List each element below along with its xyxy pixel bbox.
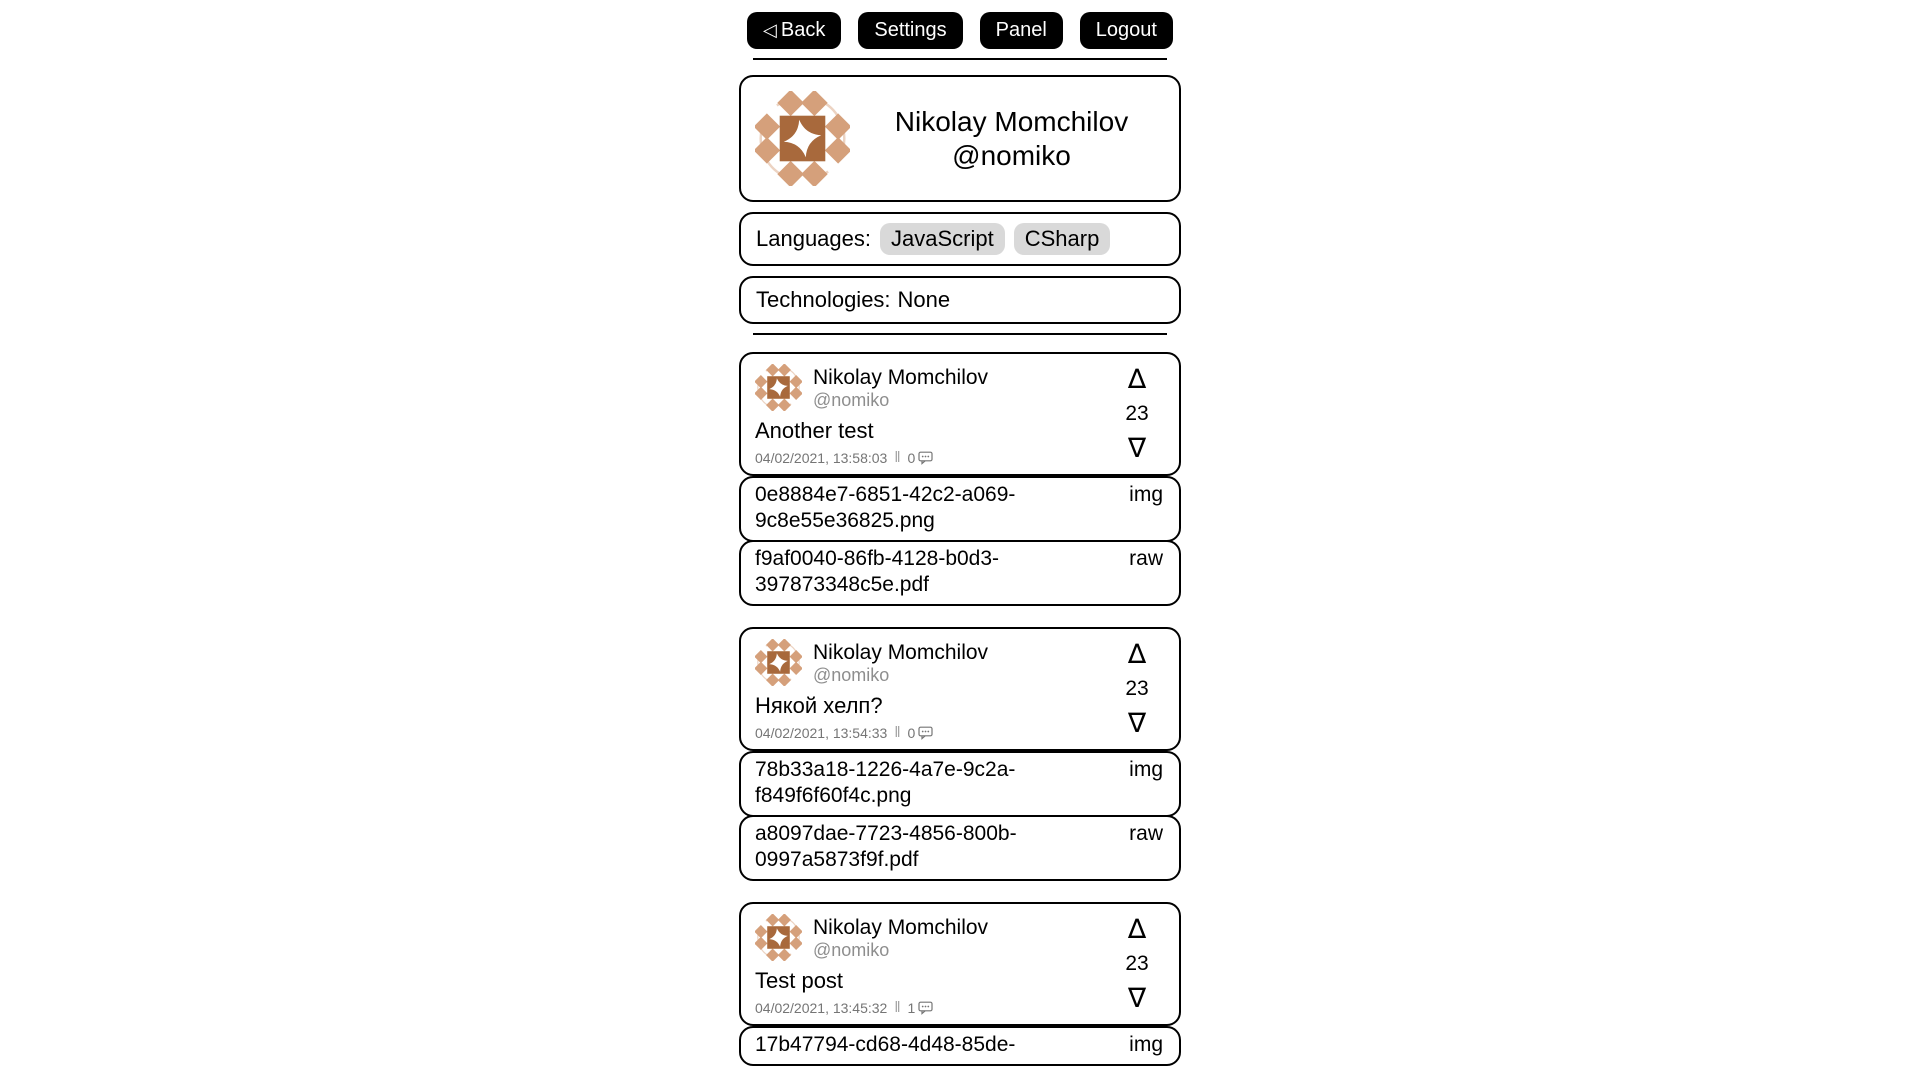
post-author — [813, 640, 988, 686]
post-author-name: Nikolay Momchilov — [813, 365, 989, 389]
post-author-name: Nikolay Momchilov — [813, 915, 989, 939]
attachment-type-label: img — [1129, 483, 1163, 506]
languages-card — [739, 212, 1181, 266]
post-header — [755, 364, 1111, 411]
attachment-type-label: raw — [1129, 547, 1163, 570]
post-meta — [755, 449, 1111, 466]
back-button-label: Back — [780, 19, 826, 41]
attachment-row[interactable] — [739, 1026, 1181, 1066]
comment-count-value: 0 — [907, 724, 916, 741]
post-author-avatar — [755, 914, 802, 961]
page — [739, 0, 1181, 1066]
divider-top — [753, 58, 1167, 60]
post-author-handle: @nomiko — [813, 664, 890, 685]
attachment-row[interactable] — [739, 751, 1181, 817]
toolbar — [739, 12, 1181, 49]
post-timestamp: 04/02/2021, 13:58:03 — [755, 449, 888, 466]
settings-button[interactable]: Settings — [858, 12, 962, 49]
post-timestamp: 04/02/2021, 13:45:32 — [755, 999, 888, 1016]
post-content — [755, 364, 1111, 466]
attachment-type-label: img — [1129, 1033, 1163, 1056]
attachment-filename: 17b47794-cd68-4d48-85de- — [755, 1033, 1016, 1056]
post-author-handle: @nomiko — [813, 389, 890, 410]
vote-count: 23 — [1125, 402, 1149, 425]
technologies-label: Technologies: — [756, 287, 891, 312]
profile-name: Nikolay Momchilov — [894, 105, 1129, 137]
post-main[interactable] — [739, 902, 1181, 1026]
languages-label: Languages: — [756, 226, 871, 251]
post-author-avatar — [755, 364, 802, 411]
back-button[interactable] — [747, 12, 841, 49]
attachments — [739, 1026, 1181, 1066]
attachment-row[interactable] — [739, 815, 1181, 881]
post-author — [813, 365, 988, 411]
divider-posts — [753, 333, 1167, 335]
post-main[interactable] — [739, 627, 1181, 751]
profile-handle: @nomiko — [952, 139, 1071, 171]
comment-count — [908, 450, 934, 466]
vote-count: 23 — [1125, 677, 1149, 700]
panel-button[interactable]: Panel — [980, 12, 1063, 49]
language-tag-javascript: JavaScript — [880, 223, 1005, 255]
upvote-button[interactable]: ∆ — [1127, 364, 1147, 395]
profile-names — [858, 105, 1165, 173]
downvote-button[interactable]: ∇ — [1127, 708, 1147, 739]
logout-button[interactable]: Logout — [1080, 12, 1173, 49]
attachments — [739, 476, 1181, 606]
attachment-filename: f9af0040-86fb-4128-b0d3-397873348c5e.pdf — [755, 547, 1000, 596]
profile-avatar — [755, 91, 850, 186]
comment-bubble-icon — [918, 725, 933, 740]
post-author-handle: @nomiko — [813, 939, 890, 960]
comment-count-value: 0 — [907, 449, 916, 466]
attachment-type-label: raw — [1129, 822, 1163, 845]
post-card — [739, 352, 1181, 606]
attachments — [739, 751, 1181, 881]
post-author-avatar — [755, 639, 802, 686]
technologies-card — [739, 276, 1181, 324]
attachment-filename: 0e8884e7-6851-42c2-a069-9c8e55e36825.png — [755, 483, 1016, 532]
post-author — [813, 915, 988, 961]
post-content — [755, 914, 1111, 1016]
post-votes — [1111, 364, 1163, 466]
post-header — [755, 639, 1111, 686]
meta-separator: ‖ — [894, 449, 901, 466]
comment-bubble-icon — [918, 450, 933, 465]
attachment-type-label: img — [1129, 758, 1163, 781]
vote-count: 23 — [1125, 952, 1149, 975]
comment-count — [908, 1000, 934, 1016]
post-timestamp: 04/02/2021, 13:54:33 — [755, 724, 888, 741]
comment-count — [908, 725, 934, 741]
posts-list — [739, 352, 1181, 1066]
post-votes — [1111, 639, 1163, 741]
upvote-button[interactable]: ∆ — [1127, 914, 1147, 945]
back-arrow-icon: ◁ — [763, 20, 777, 40]
profile-card — [739, 75, 1181, 202]
comment-bubble-icon — [918, 1000, 933, 1015]
post-votes — [1111, 914, 1163, 1016]
post-header — [755, 914, 1111, 961]
upvote-button[interactable]: ∆ — [1127, 639, 1147, 670]
post-card — [739, 902, 1181, 1066]
post-meta — [755, 999, 1111, 1016]
attachment-filename: 78b33a18-1226-4a7e-9c2a-f849f6f60f4c.png — [755, 758, 1016, 807]
attachment-row[interactable] — [739, 476, 1181, 542]
technologies-value: None — [897, 287, 951, 312]
post-title: Another test — [755, 418, 874, 443]
comment-count-value: 1 — [907, 999, 916, 1016]
post-main[interactable] — [739, 352, 1181, 476]
attachment-filename: a8097dae-7723-4856-800b-0997a5873f9f.pdf — [755, 822, 1017, 871]
post-card — [739, 627, 1181, 881]
downvote-button[interactable]: ∇ — [1127, 433, 1147, 464]
attachment-row[interactable] — [739, 540, 1181, 606]
meta-separator: ‖ — [894, 999, 901, 1016]
post-title: Някой хелп? — [755, 693, 883, 718]
meta-separator: ‖ — [894, 724, 901, 741]
post-author-name: Nikolay Momchilov — [813, 640, 989, 664]
post-content — [755, 639, 1111, 741]
downvote-button[interactable]: ∇ — [1127, 983, 1147, 1014]
post-meta — [755, 724, 1111, 741]
post-title: Test post — [755, 968, 844, 993]
language-tag-csharp: CSharp — [1014, 223, 1111, 255]
